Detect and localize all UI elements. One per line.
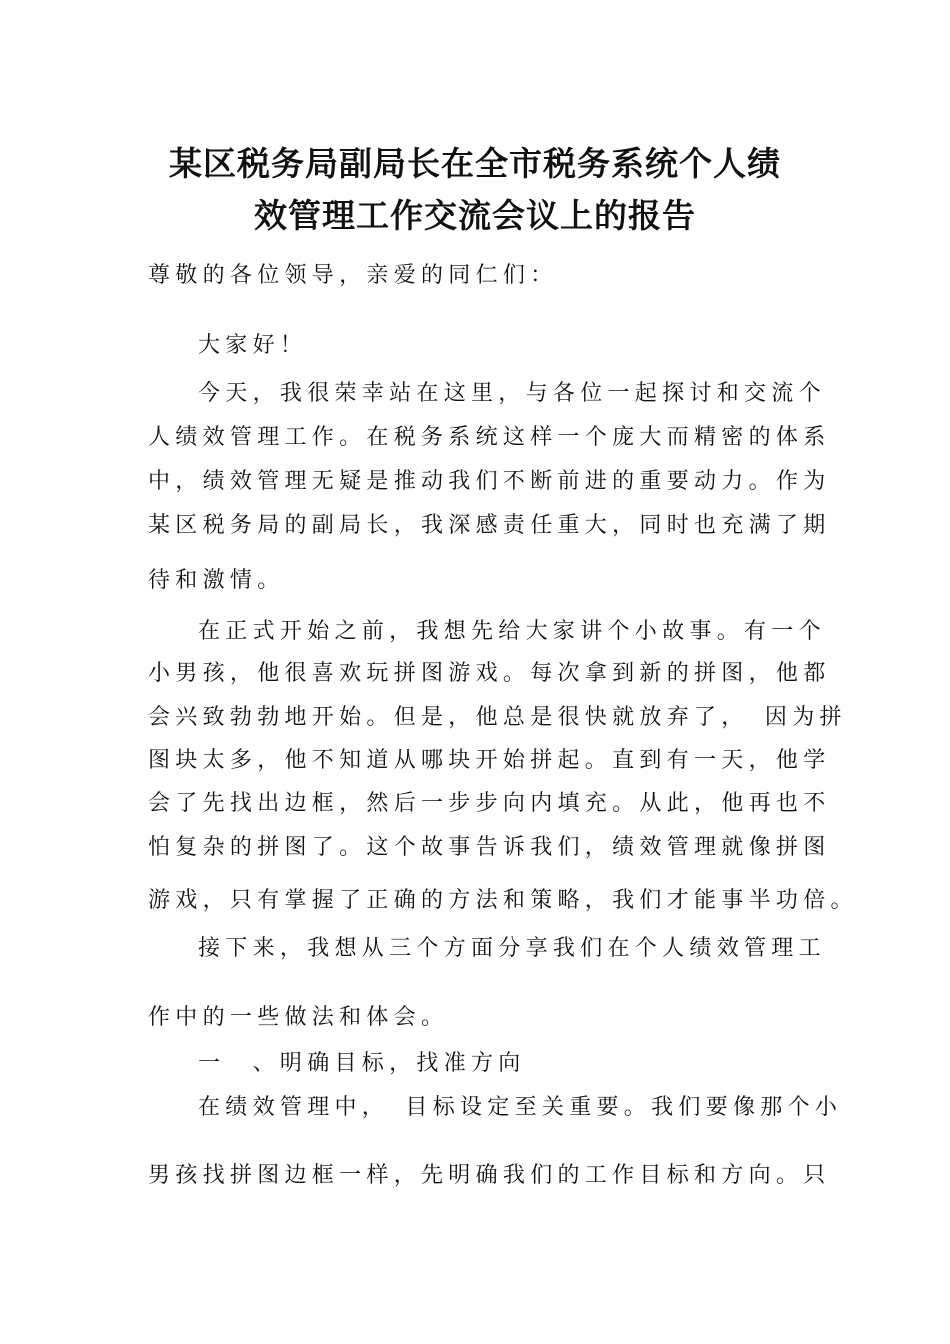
greeting: 大家好！	[198, 333, 308, 358]
paragraph-line: 怕复杂的拼图了。这个故事告诉我们，绩效管理就像拼图	[148, 835, 831, 860]
paragraph-line: 图块太多，他不知道从哪块开始拼起。直到有一天，他学	[148, 748, 831, 773]
paragraph-line: 会兴致勃勃地开始。但是，他总是很快就放弃了， 因为拼	[148, 705, 847, 730]
paragraph-line: 在正式开始之前，我想先给大家讲个小故事。有一个	[198, 619, 826, 644]
paragraph-line: 接下来，我想从三个方面分享我们在个人绩效管理工	[198, 936, 826, 961]
paragraph-line: 男孩找拼图边框一样，先明确我们的工作目标和方向。只	[148, 1163, 831, 1188]
paragraph-line: 某区税务局的副局长，我深感责任重大，同时也充满了期	[148, 513, 831, 538]
paragraph-line: 人绩效管理工作。在税务系统这样一个庞大而精密的体系	[148, 425, 831, 450]
document-title-line-1: 某区税务局副局长在全市税务系统个人绩	[169, 144, 781, 183]
paragraph-line: 待和激情。	[148, 568, 285, 593]
paragraph-line: 今天，我很荣幸站在这里，与各位一起探讨和交流个	[198, 381, 826, 406]
document-title-line-2: 效管理工作交流会议上的报告	[254, 196, 696, 235]
salutation: 尊敬的各位领导，亲爱的同仁们：	[148, 263, 558, 288]
paragraph-line: 在绩效管理中， 目标设定至关重要。我们要像那个小	[198, 1095, 843, 1120]
paragraph-line: 游戏，只有掌握了正确的方法和策略，我们才能事半功倍。	[148, 888, 858, 913]
section-heading: 一 、明确目标，找准方向	[198, 1051, 526, 1076]
paragraph-line: 会了先找出边框，然后一步步向内填充。从此，他再也不	[148, 791, 831, 816]
paragraph-line: 小男孩，他很喜欢玩拼图游戏。每次拿到新的拼图，他都	[148, 661, 831, 686]
paragraph-line: 作中的一些做法和体会。	[148, 1005, 449, 1030]
paragraph-line: 中，绩效管理无疑是推动我们不断前进的重要动力。作为	[148, 469, 831, 494]
